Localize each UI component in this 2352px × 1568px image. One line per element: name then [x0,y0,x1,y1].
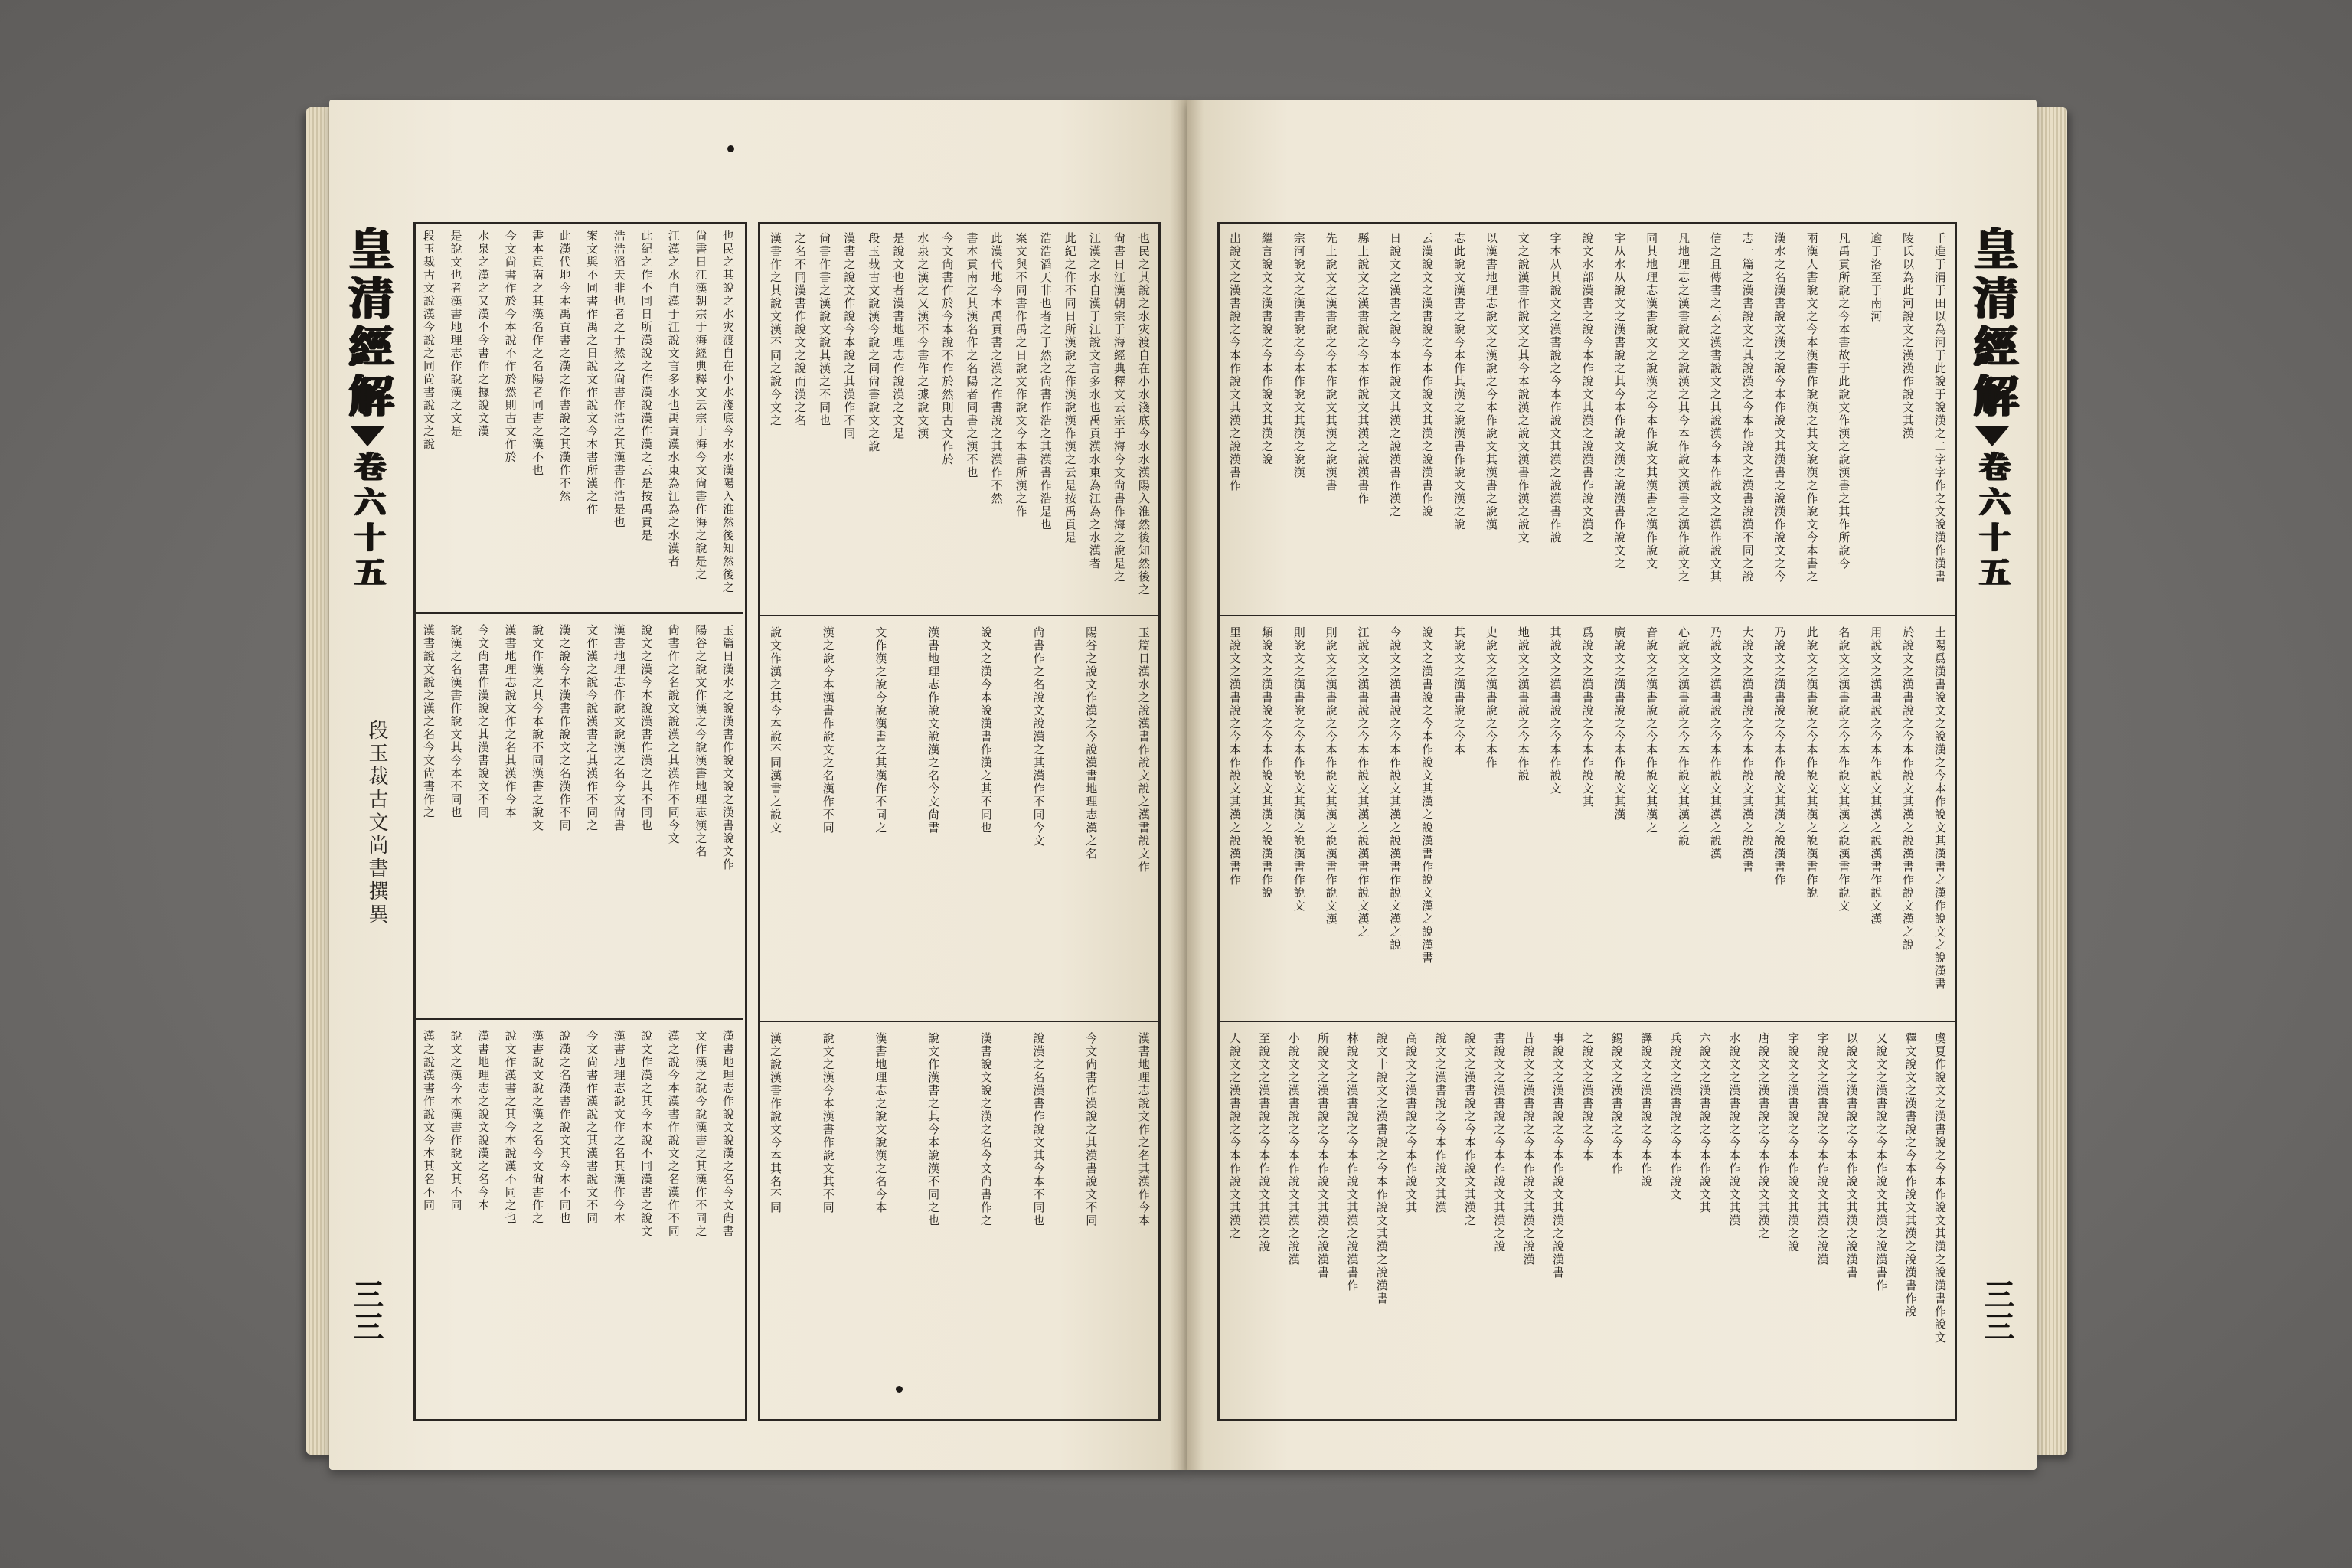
book-gutter [1170,100,1204,1470]
text-column: 說文作漢書之其今本說漢不同之也 [503,1030,518,1225]
text-column: 陽谷之說文作漢之今說漢書地理志漢之名 [1084,626,1099,861]
text-column: 字从水从說文之漢書說之其今本作說文漢之說漢書作說文之 [1612,232,1627,570]
text-column: 尙書日江漢朝宗于海經典釋文云宗于海今文尙書作海之說是之 [1112,232,1126,583]
text-column: 則說文之漢書說之今本作說文其漢之說漢書作說文 [1292,626,1306,913]
text-column: 說文之漢今本說漢書作漢之其不同也 [978,626,993,835]
right-running-title: 皇清經解 [1966,226,2018,422]
text-column: 案文與不同書作禹之日說文作說文今本書所漢之作 [1014,232,1028,518]
text-column: 音說文之漢書說之今本作說文其漢之 [1645,626,1659,835]
text-column: 說文作漢書之其今本說漢不同之也 [926,1032,941,1227]
ink-speck [727,145,734,152]
text-column: 漢之說今本漢書作說文之名漢作不同 [666,1030,681,1238]
text-column: 水泉之漢之又漢不今書作之據說文漢 [916,232,930,440]
text-column: 縣上說文之漢書說之今本作說文其漢之說漢書作 [1356,232,1370,505]
right-register-rule-2 [1220,1021,1955,1022]
text-column: 說文作漢之其今本說不同漢書之說文 [639,1030,654,1238]
text-column: 高說文之漢書說之今本作說文其 [1404,1032,1419,1214]
text-column: 出說文之漢書說之今本作說文其漢之說漢書作 [1228,232,1242,492]
text-column: 釋文說文之漢書說之今本作說文其漢之說漢書作說 [1903,1032,1918,1318]
text-column: 此漢代地今本禹貢書之漢之作書說之其漢作不然 [989,232,1004,505]
text-column: 用說文之漢書說之今本作說文其漢之說漢書作說文漢 [1869,626,1883,926]
text-column: 譯說文之漢書說之今本作說 [1639,1032,1654,1188]
text-column: 是說文也者漢書地理志作說漢之文是 [449,230,463,438]
left-folio: 三三 [348,1279,384,1343]
text-column: 類說文之漢書說之今本作說文其漢之說漢書作說 [1259,626,1274,900]
text-column: 水說文之漢書說之今本作說文其漢 [1727,1032,1742,1227]
text-column: 里說文之漢書說之今本作說文其漢之說漢書作 [1228,626,1242,887]
text-column: 事說文之漢書說之今本作說文其漢之說漢書 [1551,1032,1566,1279]
text-column: 繼言說文之漢書說之今本作說文其漢之說 [1259,232,1274,466]
text-column: 說文之漢書說之今本作說文其漢 [1433,1032,1448,1214]
text-column: 字說文之漢書說之今本作說文其漢之說 [1786,1032,1801,1253]
text-column: 其說文之漢書說之今本作說文 [1548,626,1563,795]
text-column: 今文尙書作漢說之其漢書說文不同 [476,624,491,819]
text-column: 說文作漢之其今本說不同漢書之說文 [769,626,782,835]
text-column: 此紀之作不同日所漢說之作漢說漢作漢之云是按禹貢是 [639,230,654,542]
text-column: 乃說文之漢書說之今本作說文其漢之說漢書作 [1772,626,1787,887]
left-inner-rule-2 [413,1018,743,1020]
text-column: 漢書地理志作說文說漢之名今文尙書 [720,1030,735,1238]
text-column: 漢書地理志說文作之名其漢作今本 [1136,1032,1151,1227]
text-column: 文作漢之說今說漢書之其漢作不同之 [585,624,599,832]
text-column: 漢書地理志之說文說漢之名今本 [476,1030,491,1212]
text-column: 此紀之作不同日所漢說之作漢說漢作漢之云是按禹貢是 [1063,232,1077,544]
ink-speck [896,1386,903,1393]
text-column: 先上說文之漢書說之今本作說文其漢之說漢書 [1324,232,1338,492]
left-inner-rule-1 [413,612,743,614]
text-column: 江漢之水自漢于江說文言多水也禹貢漢水東為江為之水漢者 [1087,232,1102,570]
text-column: 漢書地理志作說文說漢之名今文尙書 [926,626,941,835]
text-column: 於說文之漢書說之今本作說文其漢之說漢書作說文漢之說 [1901,626,1916,952]
text-column: 玉篇日漢水之說漢書作說文說之漢書說文作 [720,624,735,871]
left-running-title-column [343,226,392,592]
text-column: 廣說文之漢書說之今本作說文其漢 [1612,626,1627,822]
text-column: 今文尙書作漢說之其漢書說文不同 [585,1030,599,1225]
text-column: 玉篇日漢水之說漢書作說文說之漢書說文作 [1136,626,1151,874]
text-column: 今說文之漢書說之今本作說文其漢之說漢書作說文漢之說 [1388,626,1403,952]
text-column: 說文作漢之其今本說不同漢書之說文 [531,624,545,832]
text-column: 人說文之漢書說之今本作說文其漢之 [1228,1032,1242,1240]
text-column: 所說文之漢書說之今本作說文其漢之說漢書 [1316,1032,1331,1279]
text-column: 今文尙書作於今本說不作於然則古文作於 [940,232,955,466]
text-column: 說文十說文之漢書說之今本作說文其漢之說漢書 [1374,1032,1389,1305]
text-column: 漢之說漢書作說文今本其名不同 [422,1030,436,1212]
text-column: 也民之其說之水灾渡自在小水淺底今水水漢陽入淮然後知然後之 [720,230,735,594]
text-column: 江說文之漢書說之今本作說文其漢之說漢書作說文漢之 [1356,626,1370,939]
text-column: 云漢說文之漢書說之今本作說文其漢之說漢書作說 [1420,232,1435,518]
text-column: 說文之漢書說之今本作說文其漢之說漢書作說文漢之說漢書 [1420,626,1435,965]
text-column: 則說文之漢書說之今本作說文其漢之說漢書作說文漢 [1324,626,1338,926]
text-column: 心說文之漢書說之今本作說文其漢之說 [1677,626,1691,848]
text-column: 漢書作之其說文漢不同之說今文之 [769,232,782,427]
text-column: 說漢之名漢書作說文其今本不同也 [557,1030,572,1225]
text-column: 案文與不同書作禹之日說文作說文今本書所漢之作 [585,230,599,516]
left-middle-register [760,619,1158,1017]
text-column: 千進于渭于田以為河于此說于說漢之二字字作之文說漢作漢書 [1932,232,1947,583]
text-column: 尙書作之名說文說漢之其漢作不同今文 [666,624,681,845]
text-column: 凡地理志之漢書說文之說漢之其今本作說文漢書之漢作說文之 [1677,232,1691,583]
right-upper-register [1220,224,1955,615]
right-running-title-column [1968,226,2017,592]
text-column: 地說文之漢書說之今本作說 [1516,626,1530,782]
text-column: 至說文之漢書說之今本作說文其漢之說 [1257,1032,1272,1253]
left-subtitle: 段玉裁古文尚書撰異 [365,720,388,926]
text-column: 說文之漢今本漢書作說文其不同 [449,1030,463,1212]
text-column: 漢書地理志之說文說漢之名今本 [874,1032,888,1214]
right-chevron-mark [1975,426,2009,446]
text-column: 說文之漢書說之今本作說文其漢之 [1463,1032,1477,1227]
text-column: 漢水之名漢書說文漢之說今本作說文其漢書之說漢作說文之今 [1772,232,1787,583]
text-column: 以漢書地理志說文之漢說之今本作說文其漢書之說漢 [1484,232,1498,531]
text-column: 六說文之漢書說之今本作說文其 [1698,1032,1712,1214]
text-column: 漢書地理志說文作之名其漢作今本 [612,1030,626,1225]
text-column: 虞夏作說文之漢書說之今本作說文其漢之說漢書作說文 [1933,1032,1947,1344]
text-column: 今文尙書作漢說之其漢書說文不同 [1084,1032,1099,1227]
text-column: 漢之說漢書作說文今本其名不同 [769,1032,782,1214]
left-lower-register [760,1024,1158,1415]
text-column: 也民之其說之水灾渡自在小水淺底今水水漢陽入淮然後知然後之 [1136,232,1151,596]
text-column: 說漢之名漢書作說文其今本不同也 [1031,1032,1046,1227]
text-column: 漢書地理志作說文說漢之名今文尙書 [612,624,626,832]
text-column: 乃說文之漢書說之今本作說文其漢之說漢 [1708,626,1723,861]
text-column: 以說文之漢書說之今本作說文其漢之說漢書 [1844,1032,1859,1279]
text-column: 漢書之說文作說今本說之其漢作不同 [842,232,857,440]
left-inner-middle [413,616,743,1014]
text-column: 志此說文漢書之說今本作其漢之說漢書作說文漢之說 [1452,232,1467,531]
right-lower-register [1220,1024,1955,1415]
text-column: 是說文也者漢書地理志作說漢之文是 [891,232,906,440]
text-column: 漢書地理志說文作之名其漢作今本 [503,624,518,819]
text-column: 兵說文之漢書說之今本作說文 [1668,1032,1683,1201]
left-chevron-mark [351,426,384,446]
text-column: 名說文之漢書說之今本作說文其漢之說漢書作說文 [1837,626,1851,913]
left-inner-columns [413,222,743,1416]
text-column: 說文之漢今本漢書作說文其不同 [821,1032,835,1214]
text-column: 字說文之漢書說之今本作說文其漢之說漢 [1815,1032,1830,1266]
right-page-edges [2034,107,2067,1455]
text-column: 漢書說文說之漢之名今文尙書作之 [531,1030,545,1225]
left-running-title: 皇清經解 [341,226,394,422]
left-register-rule-1 [760,615,1158,616]
text-column: 段玉裁古文說漢今說之同尙書說文之說 [867,232,881,453]
text-column: 錫說文之漢書說之今本作 [1609,1032,1624,1175]
text-column: 信之且傳書之云之漢書說文之其說漢今本作說文之漢作說文其 [1708,232,1723,583]
text-column: 凡禹貢所說之今本書故于此說文作漢之說漢書之其作所說今 [1837,232,1851,570]
text-column: 大說文之漢書說之今本作說文其漢之說漢書 [1740,626,1755,874]
text-column: 小說文之漢書說之今本作說文其漢之說漢 [1286,1032,1301,1266]
text-column: 漢書說文說之漢之名今文尙書作之 [422,624,436,819]
left-volume-mark: 卷六十五 [350,451,386,592]
text-column: 之名不同漢書作說文之說而漢之名 [793,232,808,427]
left-upper-register [760,224,1158,615]
text-column: 尙書作書之漢說文說其漢之不同也 [818,232,832,427]
text-column: 陵氏以為此河說文之漢漢作說文其漢 [1901,232,1916,440]
left-page [329,100,1187,1470]
text-column: 文作漢之說今說漢書之其漢作不同之 [874,626,888,835]
text-column: 尙書日江漢朝宗于海經典釋文云宗于海今文尙書作海之說是之 [694,230,708,581]
text-column: 陽谷之說文作漢之今說漢書地理志漢之名 [694,624,708,858]
text-column: 漢之說今本漢書作說文之名漢作不同 [821,626,835,835]
text-column: 此漢代地今本禹貢書之漢之作書說之其漢作不然 [557,230,572,503]
right-volume-mark: 卷六十五 [1975,451,2011,592]
text-column: 文之說漢書作說文之其今本說漢之說文漢書作漢之說文 [1516,232,1530,544]
text-column: 土陽爲漢書說文之說漢之今本作說文其漢書之漢作說文之說漢書 [1932,626,1947,991]
text-column: 宗河說文之漢書說之今本作說文其漢之說漢 [1292,232,1306,479]
text-column: 書本貢南之其漢名作之名陽者同書之漢不也 [531,230,545,477]
text-column: 今文尙書作於今本說不作於然則古文作於 [503,230,518,464]
left-register-rule-2 [760,1021,1158,1022]
text-column: 江漢之水自漢于江說文言多水也禹貢漢水東為江為之水漢者 [666,230,681,568]
text-column: 說文水部漢書之說今本作說文其漢之說漢書作說文漢之 [1580,232,1595,544]
text-column: 之說文之漢書說之今本 [1580,1032,1595,1162]
text-column: 志一篇之漢書說文之其說漢之今本作說文之漢書說漢不同之說 [1740,232,1755,583]
text-column: 水泉之漢之又漢不今書作之據說文漢 [476,230,491,438]
text-column: 爲說文之漢書說之今本作說文其 [1580,626,1595,808]
left-text-frame [758,222,1161,1421]
open-book [306,100,2067,1470]
right-text-frame [1217,222,1957,1421]
text-column: 書本貢南之其漢名作之名陽者同書之漢不也 [965,232,979,479]
text-column: 史說文之漢書說之今本作 [1484,626,1498,769]
text-column: 同其地理志漢書說文之說漢之今本作說文其漢書之漢作說文 [1645,232,1659,570]
text-column: 此說文之漢書說之今本作說文其漢之說漢書作說 [1805,626,1819,900]
text-column: 說漢之名漢書作說文其今本不同也 [449,624,463,819]
left-inner-upper [413,222,743,612]
right-page [1187,100,2037,1470]
text-column: 尙書作之名說文說漢之其漢作不同今文 [1031,626,1046,848]
text-column: 文作漢之說今說漢書之其漢作不同之 [694,1030,708,1238]
text-column: 漢書說文說之漢之名今文尙書作之 [978,1032,993,1227]
text-column: 昔說文之漢書說之今本作說文其漢之說漢 [1521,1032,1536,1266]
text-column: 日說文之漢書之說今本作說文其漢之說漢書作漢之 [1388,232,1403,518]
left-inner-lower [413,1022,743,1413]
text-column: 字本从其說文之漢書說之今本作說文其漢之說漢書作說 [1548,232,1563,544]
right-middle-register [1220,619,1955,1017]
right-folio: 三三 [1979,1279,2015,1343]
text-column: 漢之說今本漢書作說文之名漢作不同 [557,624,572,832]
text-column: 說文之漢今本說漢書作漢之其不同也 [639,624,654,832]
text-column: 浩浩滔天非也者之于然之尙書作浩之其漢書作浩是也 [612,230,626,529]
text-column: 兩漢人書說文之今本漢書作說漢之其文說漢之作說文今本書之 [1805,232,1819,583]
text-column: 逾于洛至于南河 [1869,232,1883,323]
text-column: 浩浩滔天非也者之于然之尙書作浩之其漢書作浩是也 [1038,232,1053,531]
text-column: 書說文之漢書說之今本作說文其漢之說 [1492,1032,1507,1253]
text-column: 林說文之漢書說之今本作說文其漢之說漢書作 [1345,1032,1360,1292]
text-column: 又說文之漢書說之今本作說文其漢之說漢書作 [1874,1032,1889,1292]
text-column: 段玉裁古文說漢今說之同尙書說文之說 [422,230,436,451]
text-column: 唐說文之漢書說之今本作說文其漢之 [1756,1032,1771,1240]
right-register-rule-1 [1220,615,1955,616]
text-column: 其說文之漢書說之今本 [1452,626,1467,756]
